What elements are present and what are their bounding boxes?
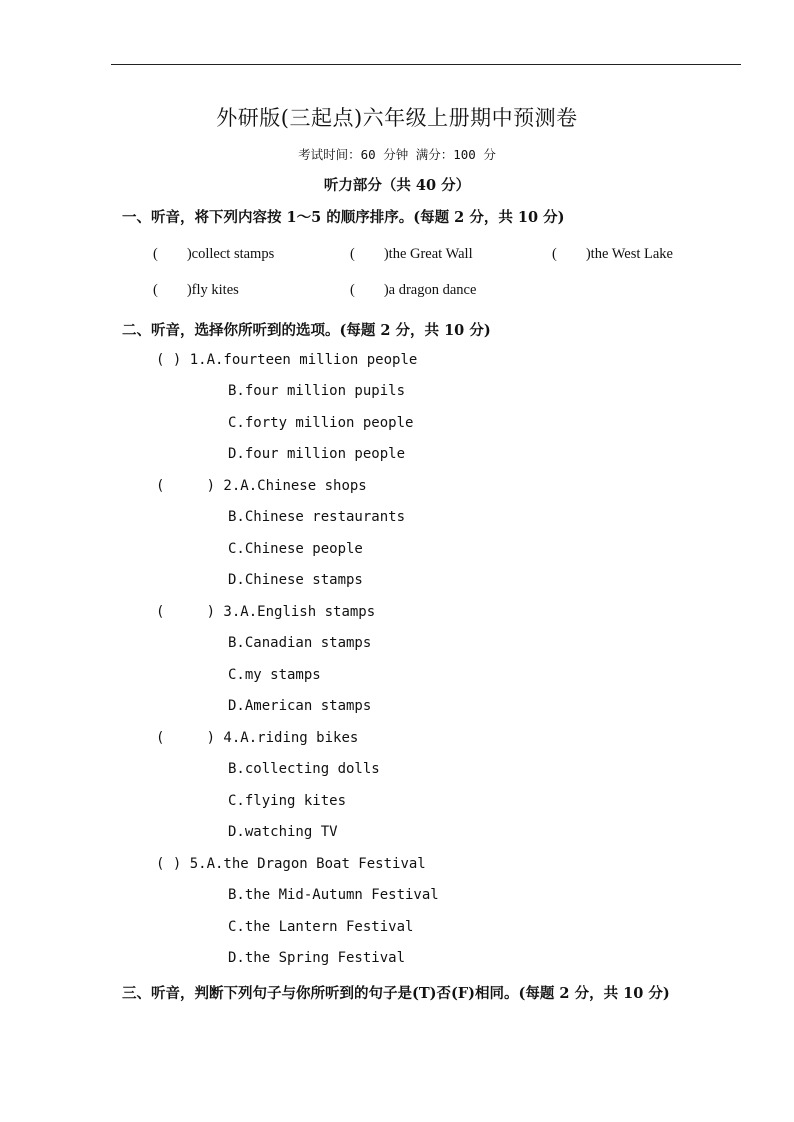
item-text: fly kites xyxy=(191,282,239,298)
option-c[interactable]: C.flying kites xyxy=(228,793,347,809)
question-4 xyxy=(156,730,358,746)
section1-heading: 一、听音，将下列内容按 1～5 的顺序排序。(每题 2 分，共 10 分) xyxy=(122,209,565,226)
answer-blank[interactable]: ( ) xyxy=(153,246,192,262)
part-heading: 听力部分（共 40 分） xyxy=(323,177,471,194)
exam-info: 考试时间：60 分钟 满分：100 分 xyxy=(298,147,496,162)
question-prefix[interactable]: ( ) 1. xyxy=(156,352,207,368)
answer-blank[interactable]: ( ) xyxy=(552,246,591,262)
option-b[interactable]: B.Canadian stamps xyxy=(228,635,372,651)
option-c[interactable]: C.the Lantern Festival xyxy=(228,919,414,935)
option-d[interactable]: D.four million people xyxy=(228,446,406,462)
ordering-item xyxy=(350,246,473,263)
question-3 xyxy=(156,604,375,620)
option-a[interactable]: A.the Dragon Boat Festival xyxy=(206,856,426,872)
option-b[interactable]: B.the Mid-Autumn Festival xyxy=(228,887,439,903)
option-b[interactable]: B.Chinese restaurants xyxy=(228,509,406,525)
header-rule xyxy=(111,64,741,65)
option-a[interactable]: A.Chinese shops xyxy=(240,478,367,494)
answer-blank[interactable]: ( ) xyxy=(153,282,192,298)
question-prefix[interactable]: ( ) 3. xyxy=(156,604,241,620)
answer-blank[interactable]: ( ) xyxy=(350,282,389,298)
section2-heading: 二、听音，选择你所听到的选项。(每题 2 分，共 10 分) xyxy=(122,322,491,339)
option-c[interactable]: C.forty million people xyxy=(228,415,414,431)
option-a[interactable]: A.fourteen million people xyxy=(206,352,418,368)
option-c[interactable]: C.my stamps xyxy=(228,667,321,683)
item-text: the Great Wall xyxy=(388,246,473,262)
option-d[interactable]: D.watching TV xyxy=(228,824,338,840)
question-prefix[interactable]: ( ) 4. xyxy=(156,730,241,746)
ordering-item xyxy=(552,246,673,263)
option-c[interactable]: C.Chinese people xyxy=(228,541,363,557)
option-b[interactable]: B.four million pupils xyxy=(228,383,406,399)
option-d[interactable]: D.the Spring Festival xyxy=(228,950,406,966)
question-2 xyxy=(156,478,367,494)
question-prefix[interactable]: ( ) 5. xyxy=(156,856,207,872)
option-a[interactable]: A.riding bikes xyxy=(240,730,359,746)
question-1 xyxy=(156,352,417,368)
ordering-item xyxy=(350,282,476,299)
question-prefix[interactable]: ( ) 2. xyxy=(156,478,241,494)
option-d[interactable]: D.Chinese stamps xyxy=(228,572,363,588)
page-title: 外研版(三起点)六年级上册期中预测卷 xyxy=(216,106,578,130)
item-text: the West Lake xyxy=(590,246,673,262)
option-b[interactable]: B.collecting dolls xyxy=(228,761,380,777)
item-text: collect stamps xyxy=(191,246,275,262)
section3-heading: 三、听音，判断下列句子与你所听到的句子是(T)否(F)相同。(每题 2 分，共 10 分) xyxy=(122,985,670,1002)
answer-blank[interactable]: ( ) xyxy=(350,246,389,262)
item-text: a dragon dance xyxy=(388,282,477,298)
question-5 xyxy=(156,856,426,872)
ordering-item xyxy=(153,282,239,299)
option-d[interactable]: D.American stamps xyxy=(228,698,372,714)
ordering-item xyxy=(153,246,274,263)
option-a[interactable]: A.English stamps xyxy=(240,604,376,620)
